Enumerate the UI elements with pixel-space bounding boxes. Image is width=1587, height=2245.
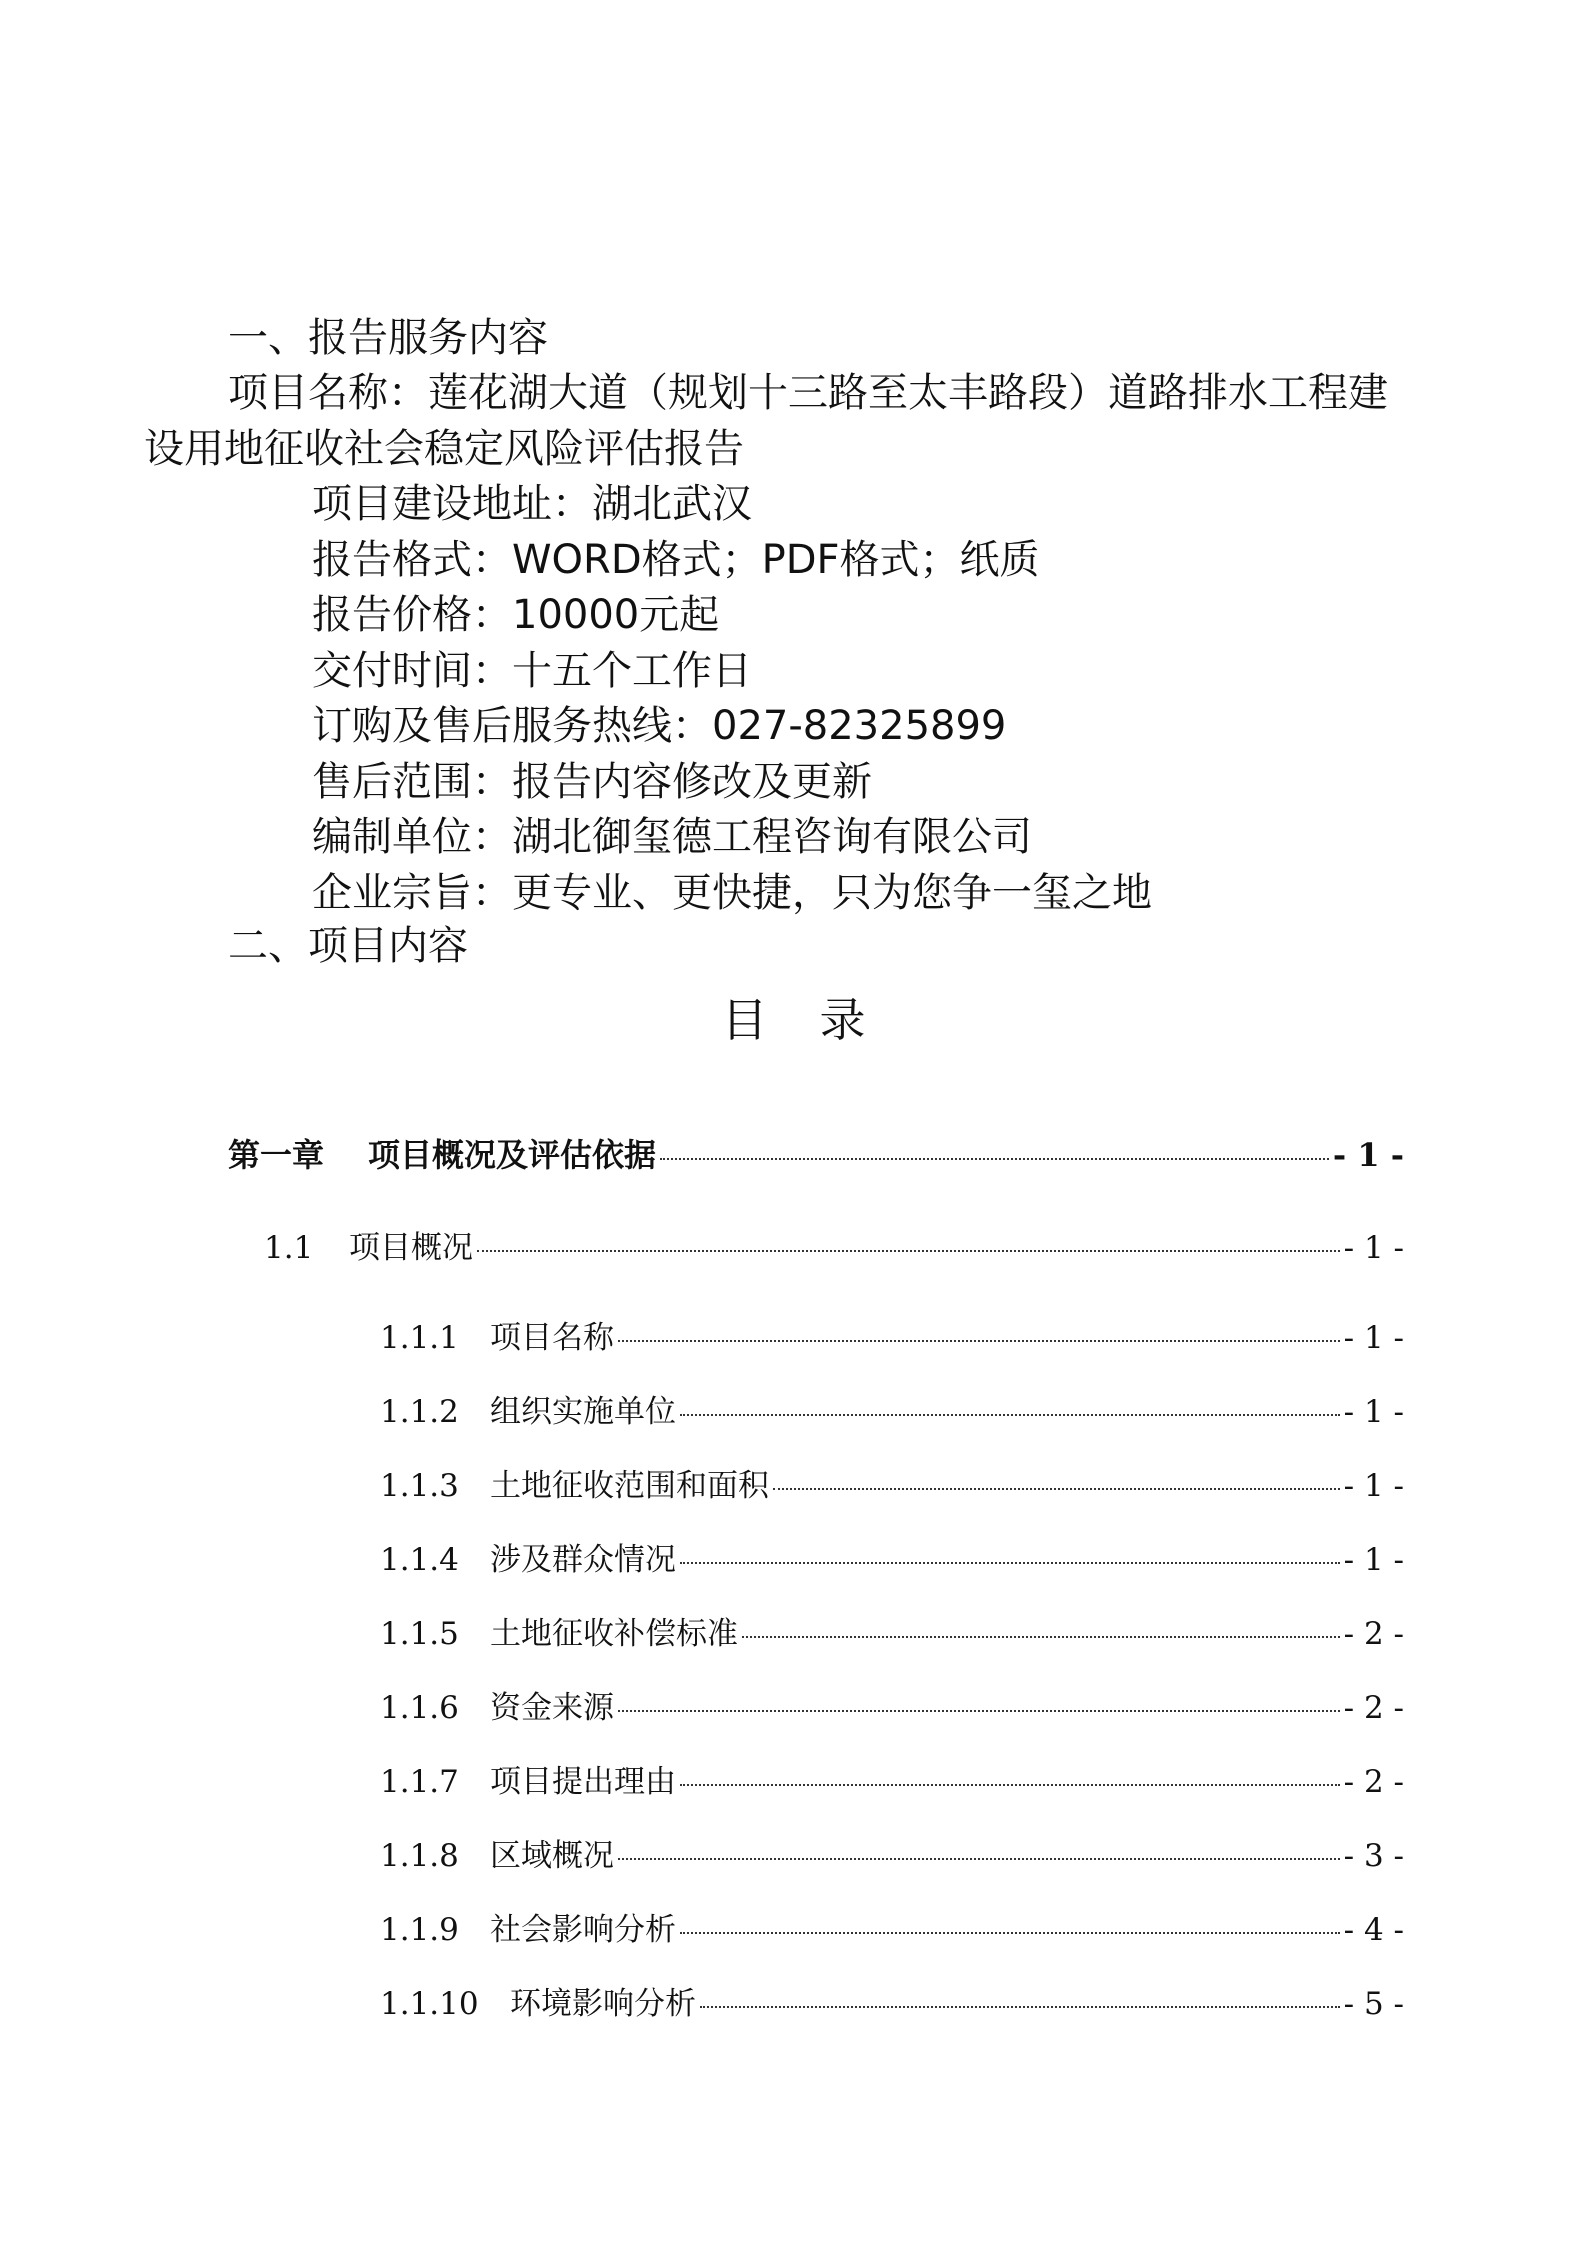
info-author: 编制单位：湖北御玺德工程咨询有限公司 bbox=[312, 814, 1032, 860]
toc-dot-leader bbox=[680, 1932, 1340, 1934]
toc-entry-page: - 1 - bbox=[1343, 1320, 1404, 1356]
toc-subsection-1-1-8[interactable] bbox=[380, 1830, 1404, 1875]
toc-entry-label: 资金来源 bbox=[490, 1690, 614, 1726]
toc-dot-leader bbox=[618, 1858, 1340, 1860]
toc-subsection-1-1-4[interactable] bbox=[380, 1534, 1404, 1579]
toc-entry-label: 项目概况及评估依据 bbox=[368, 1136, 657, 1174]
toc-entry-label: 项目概况 bbox=[349, 1230, 473, 1266]
toc-entry-page: - 2 - bbox=[1343, 1764, 1404, 1800]
service-info-list bbox=[144, 366, 1388, 921]
toc-entry-label: 组织实施单位 bbox=[490, 1394, 676, 1430]
toc-dot-leader bbox=[660, 1158, 1329, 1160]
toc-entry-label: 项目提出理由 bbox=[490, 1764, 676, 1800]
toc-entry-label: 项目名称 bbox=[490, 1320, 614, 1356]
toc-entry-page: - 2 - bbox=[1343, 1616, 1404, 1652]
toc-entry-page: - 5 - bbox=[1343, 1986, 1404, 2022]
toc-subsection-1-1-6[interactable] bbox=[380, 1682, 1404, 1727]
toc-entry-number: 1.1.1 bbox=[380, 1320, 459, 1356]
toc-entry-label: 区域概况 bbox=[490, 1838, 614, 1874]
toc-subsection-1-1-9[interactable] bbox=[380, 1904, 1404, 1949]
toc-entry-number: 1.1.8 bbox=[380, 1838, 459, 1874]
info-project-name: 项目名称：莲花湖大道（规划十三路至太丰路段）道路排水工程建设用地征收社会稳定风险评估报告 bbox=[144, 370, 1388, 472]
toc-entry-page: - 4 - bbox=[1343, 1912, 1404, 1948]
toc-entry-number: 1.1.9 bbox=[380, 1912, 459, 1948]
toc-dot-leader bbox=[773, 1488, 1340, 1490]
toc-entry-label: 土地征收补偿标准 bbox=[490, 1616, 738, 1652]
toc-chapter-1[interactable] bbox=[228, 1130, 1404, 1176]
toc-subsection-1-1-2[interactable] bbox=[380, 1386, 1404, 1431]
toc-dot-leader bbox=[618, 1710, 1340, 1712]
toc-dot-leader bbox=[700, 2006, 1340, 2008]
toc-subsection-1-1-3[interactable] bbox=[380, 1460, 1404, 1505]
toc-entry-number: 1.1.2 bbox=[380, 1394, 459, 1430]
info-mission: 企业宗旨：更专业、更快捷，只为您争一玺之地 bbox=[312, 869, 1152, 916]
toc-entry-page: - 1 - bbox=[1343, 1394, 1404, 1430]
toc-entry-number: 1.1.6 bbox=[380, 1690, 459, 1726]
info-format: 报告格式：WORD格式；PDF格式；纸质 bbox=[312, 536, 1040, 583]
toc-dot-leader bbox=[680, 1562, 1340, 1564]
toc-entry-label: 社会影响分析 bbox=[490, 1912, 676, 1948]
section-heading-content: 二、项目内容 bbox=[228, 923, 468, 969]
toc-entry-number: 1.1 bbox=[264, 1230, 314, 1266]
toc-entry-page: - 1 - bbox=[1343, 1230, 1404, 1266]
toc-title: 目录 bbox=[721, 993, 918, 1047]
toc-subsection-1-1-5[interactable] bbox=[380, 1608, 1404, 1653]
toc-dot-leader bbox=[680, 1784, 1340, 1786]
toc-entry-page: - 1 - bbox=[1343, 1542, 1404, 1578]
toc-subsection-1-1-1[interactable] bbox=[380, 1312, 1404, 1357]
toc-entry-label: 涉及群众情况 bbox=[490, 1542, 676, 1578]
toc-dot-leader bbox=[680, 1414, 1340, 1416]
toc-entry-page: - 1 - bbox=[1343, 1468, 1404, 1504]
info-delivery: 交付时间：十五个工作日 bbox=[312, 647, 752, 694]
section-heading-service: 一、报告服务内容 bbox=[228, 315, 548, 361]
toc-subsection-1-1-10[interactable] bbox=[380, 1978, 1404, 2023]
toc-entry-number: 1.1.4 bbox=[380, 1542, 459, 1578]
toc-entry-page: - 3 - bbox=[1343, 1838, 1404, 1874]
info-hotline: 订购及售后服务热线：027-82325899 bbox=[312, 703, 1007, 749]
toc-entry-number: 1.1.10 bbox=[380, 1986, 479, 2022]
toc-section-1-1[interactable] bbox=[264, 1222, 1404, 1267]
toc-entry-number: 1.1.7 bbox=[380, 1764, 459, 1800]
toc-entry-number: 第一章 bbox=[228, 1136, 325, 1174]
toc-entry-label: 土地征收范围和面积 bbox=[490, 1468, 769, 1504]
toc-entry-page: - 2 - bbox=[1343, 1690, 1404, 1726]
toc-entry-number: 1.1.3 bbox=[380, 1468, 459, 1504]
toc-entry-page: - 1 - bbox=[1332, 1136, 1404, 1174]
toc-dot-leader bbox=[742, 1636, 1340, 1638]
toc-entry-label: 环境影响分析 bbox=[510, 1986, 696, 2022]
info-after-sales: 售后范围：报告内容修改及更新 bbox=[312, 758, 872, 805]
info-address: 项目建设地址：湖北武汉 bbox=[312, 481, 752, 527]
info-price: 报告价格：10000元起 bbox=[312, 592, 720, 638]
toc-dot-leader bbox=[477, 1250, 1340, 1252]
toc-subsection-1-1-7[interactable] bbox=[380, 1756, 1404, 1801]
toc-entry-number: 1.1.5 bbox=[380, 1616, 459, 1652]
toc-dot-leader bbox=[618, 1340, 1340, 1342]
